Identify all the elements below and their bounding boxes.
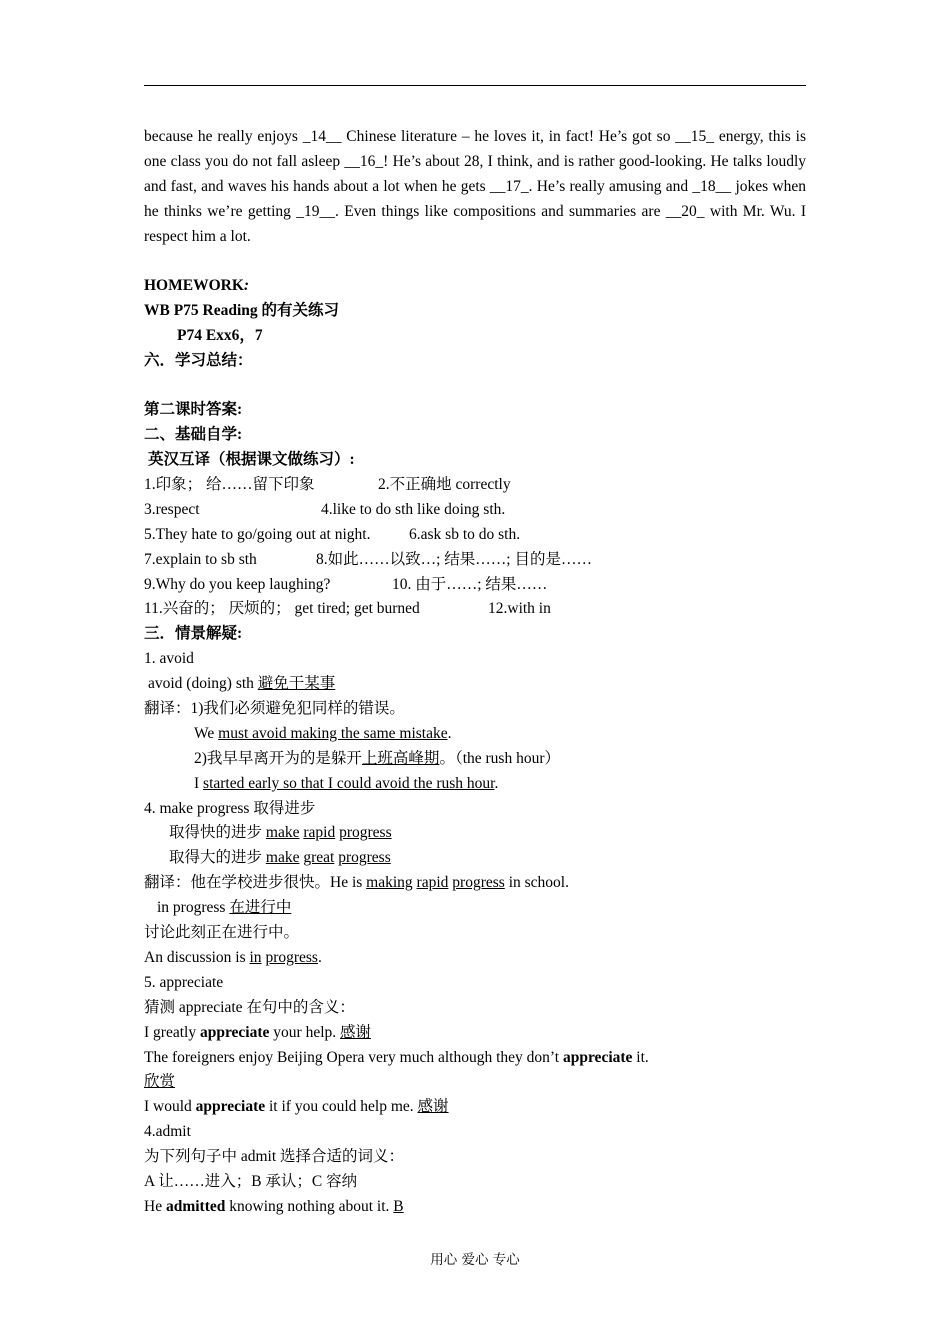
homework-line-2: P74 Exx6，7 [177,326,263,344]
discussion-cn: 讨论此刻正在进行中。 [144,924,300,942]
admit-sentence: He admitted knowing nothing about it. B [144,1197,404,1215]
in-progress-phrase: in progress 在进行中 [157,899,292,917]
avoid-phrase: avoid (doing) sth 避免干某事 [148,675,336,693]
progress-heading: 4. make progress 取得进步 [144,799,316,817]
admit-instruction: 为下列句子中 admit 选择合适的词义： [144,1148,405,1166]
vocab-row: 11.兴奋的； 厌烦的； get tired; get burned 12.with in [144,600,551,618]
homework-line-1: WB P75 Reading 的有关练习 [144,301,340,319]
progress-great: 取得大的进步 make great progress [169,849,391,867]
appreciate-s3: I would appreciate it if you could help me. 感谢 [144,1098,449,1116]
section2-heading: 二、基础自学: [144,426,243,444]
page-footer: 用心 爱心 专心 [430,1252,520,1268]
answers-heading: 第二课时答案: [144,401,243,419]
appreciate-heading: 5. appreciate [144,973,224,991]
vocab-row: 3.respect 4.like to do sth like doing sth. [144,500,506,518]
translate-heading: 英汉互译（根据课文做练习）: [148,451,355,469]
passage-text: because he really enjoys _14__ Chinese literature – he loves it, in fact! He’s got so __15_ energy, this is one class you do not fall asleep __16_! He’s about 28, I think, and is rather good-looking. He talks loudly and fast, and waves his hands about a lot when he gets __17_. He’s really amusing and _18__ jokes when he thinks we’re getting _19__. Even things like compositions and summaries are __20_ with Mr. Wu. I respect him a lot. [144,128,806,245]
document-body [144,124,806,1220]
appreciate-s2: The foreigners enjoy Beijing Opera very much although they don’t appreciate it. [144,1048,649,1066]
discussion-en: An discussion is in progress. [144,948,322,966]
avoid-q2: 2)我早早离开为的是躲开上班高峰期。（the rush hour） [194,749,560,767]
avoid-a1: We must avoid making the same mistake. [194,724,452,742]
avoid-q1: 翻译：1)我们必须避免犯同样的错误。 [144,700,405,718]
vocab-row: 7.explain to sb sth 8.如此……以致…; 结果……; 目的是…… [144,550,592,568]
progress-translate: 翻译：他在学校进步很快。He is making rapid progress in school. [144,874,569,892]
appreciate-s1: I greatly appreciate your help. 感谢 [144,1023,372,1041]
progress-fast: 取得快的进步 make rapid progress [169,824,392,842]
avoid-heading: 1. avoid [144,650,194,668]
summary-heading: 六．学习总结： [144,351,253,369]
vocab-row: 5.They hate to go/going out at night. 6.ask sb to do sth. [144,525,521,543]
admit-options: A 让……进入；B 承认；C 容纳 [144,1172,358,1190]
vocab-row: 9.Why do you keep laughing? 10. 由于……; 结果…… [144,575,548,593]
section3-heading: 三．情景解疑: [144,625,243,643]
header-rule [144,85,806,86]
avoid-a2: I started early so that I could avoid the rush hour. [194,774,499,792]
appreciate-s2-answer: 欣赏 [144,1073,176,1091]
homework-title: HOMEWORK: [144,276,250,294]
appreciate-instruction: 猜测 appreciate 在句中的含义： [144,998,355,1016]
vocab-row: 1.印象； 给……留下印象 2.不正确地 correctly [144,476,511,494]
admit-heading: 4.admit [144,1123,191,1141]
